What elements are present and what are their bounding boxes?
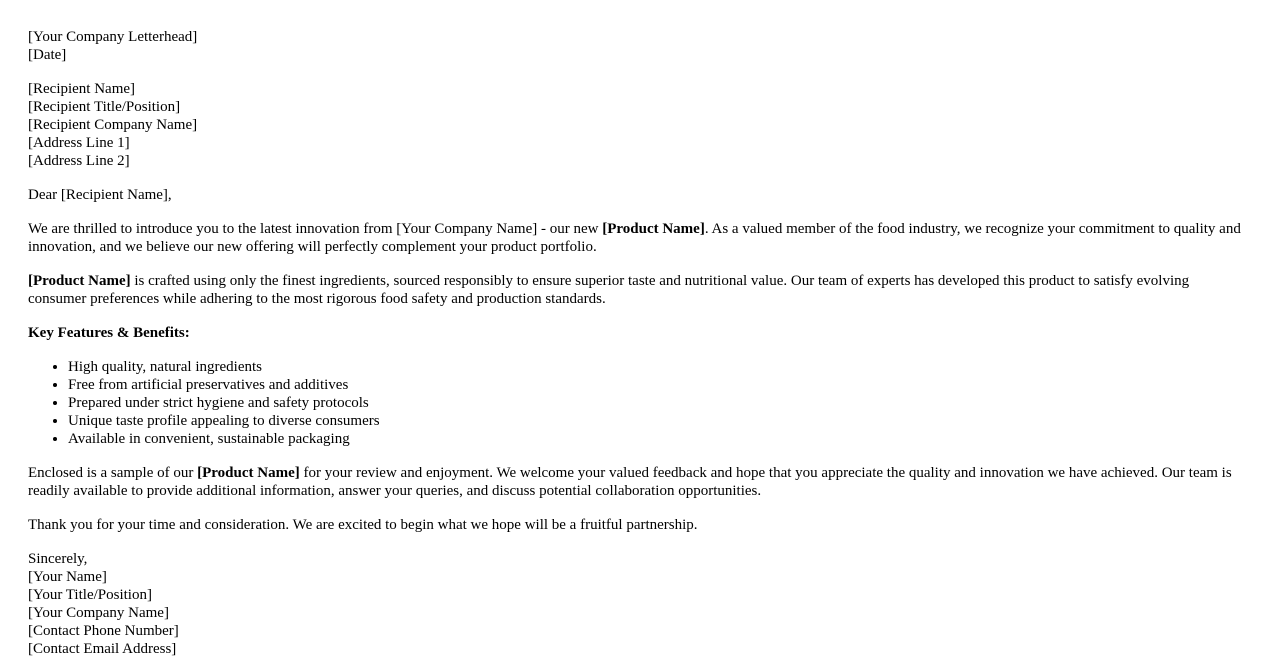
feature-item: • Free from artificial preservatives and additives (68, 376, 1250, 394)
letter-date: [Date] (28, 47, 67, 63)
intro-paragraph (28, 220, 1250, 256)
product-name-bold: [Product Name] (28, 273, 131, 289)
features-heading: Key Features & Benefits: (28, 325, 190, 341)
product-text: is crafted using only the finest ingredients, sourced responsibly to ensure superior taste and nutritional value. Our team of experts has developed this product to satisfy evolving consumer preferences while adhering to the most rigorous food safety and production standards. (28, 273, 1190, 307)
feature-item: • High quality, natural ingredients (68, 358, 1250, 376)
product-paragraph (28, 272, 1250, 308)
sender-title: [Your Title/Position] (28, 587, 152, 603)
sender-email: [Contact Email Address] (28, 641, 177, 657)
sender-phone: [Contact Phone Number] (28, 623, 179, 639)
product-name-bold: [Product Name] (197, 465, 300, 481)
recipient-address-line-1: [Address Line 1] (28, 135, 130, 151)
salutation: Dear [Recipient Name], (28, 187, 172, 203)
recipient-name: [Recipient Name] (28, 81, 136, 97)
sender-company: [Your Company Name] (28, 605, 169, 621)
recipient-company: [Recipient Company Name] (28, 117, 198, 133)
intro-text-start: We are thrilled to introduce you to the latest innovation from [Your Company Name] - our new (28, 221, 603, 237)
signoff: Sincerely, (28, 551, 88, 567)
sample-text-end: for your review and enjoyment. We welcome your valued feedback and hope that you appreciate the quality and innovation we have achieved. Our team is readily available to provide additional information, answer your queries, and discuss potential collaboration opportunities. (28, 465, 1232, 499)
feature-item: • Prepared under strict hygiene and safety protocols (68, 394, 1250, 412)
product-name-bold: [Product Name] (602, 221, 705, 237)
intro-text-end: . As a valued member of the food industry, we recognize your commitment to quality and innovation, and we believe our new offering will perfectly complement your product portfolio. (28, 221, 1241, 255)
feature-item: • Available in convenient, sustainable packaging (68, 430, 1250, 448)
recipient-address-block (28, 80, 1250, 170)
recipient-title: [Recipient Title/Position] (28, 99, 181, 115)
sender-name: [Your Name] (28, 569, 107, 585)
letterhead-block (28, 28, 1250, 64)
thank-you-paragraph: Thank you for your time and consideration. We are excited to begin what we hope will be a fruitful partnership. (28, 517, 698, 533)
recipient-address-line-2: [Address Line 2] (28, 153, 130, 169)
sample-text-start: Enclosed is a sample of our (28, 465, 198, 481)
sample-paragraph (28, 464, 1250, 500)
company-letterhead: [Your Company Letterhead] (28, 29, 198, 45)
features-list (28, 358, 1250, 448)
feature-item: • Unique taste profile appealing to diverse consumers (68, 412, 1250, 430)
signature-block (28, 550, 1250, 658)
